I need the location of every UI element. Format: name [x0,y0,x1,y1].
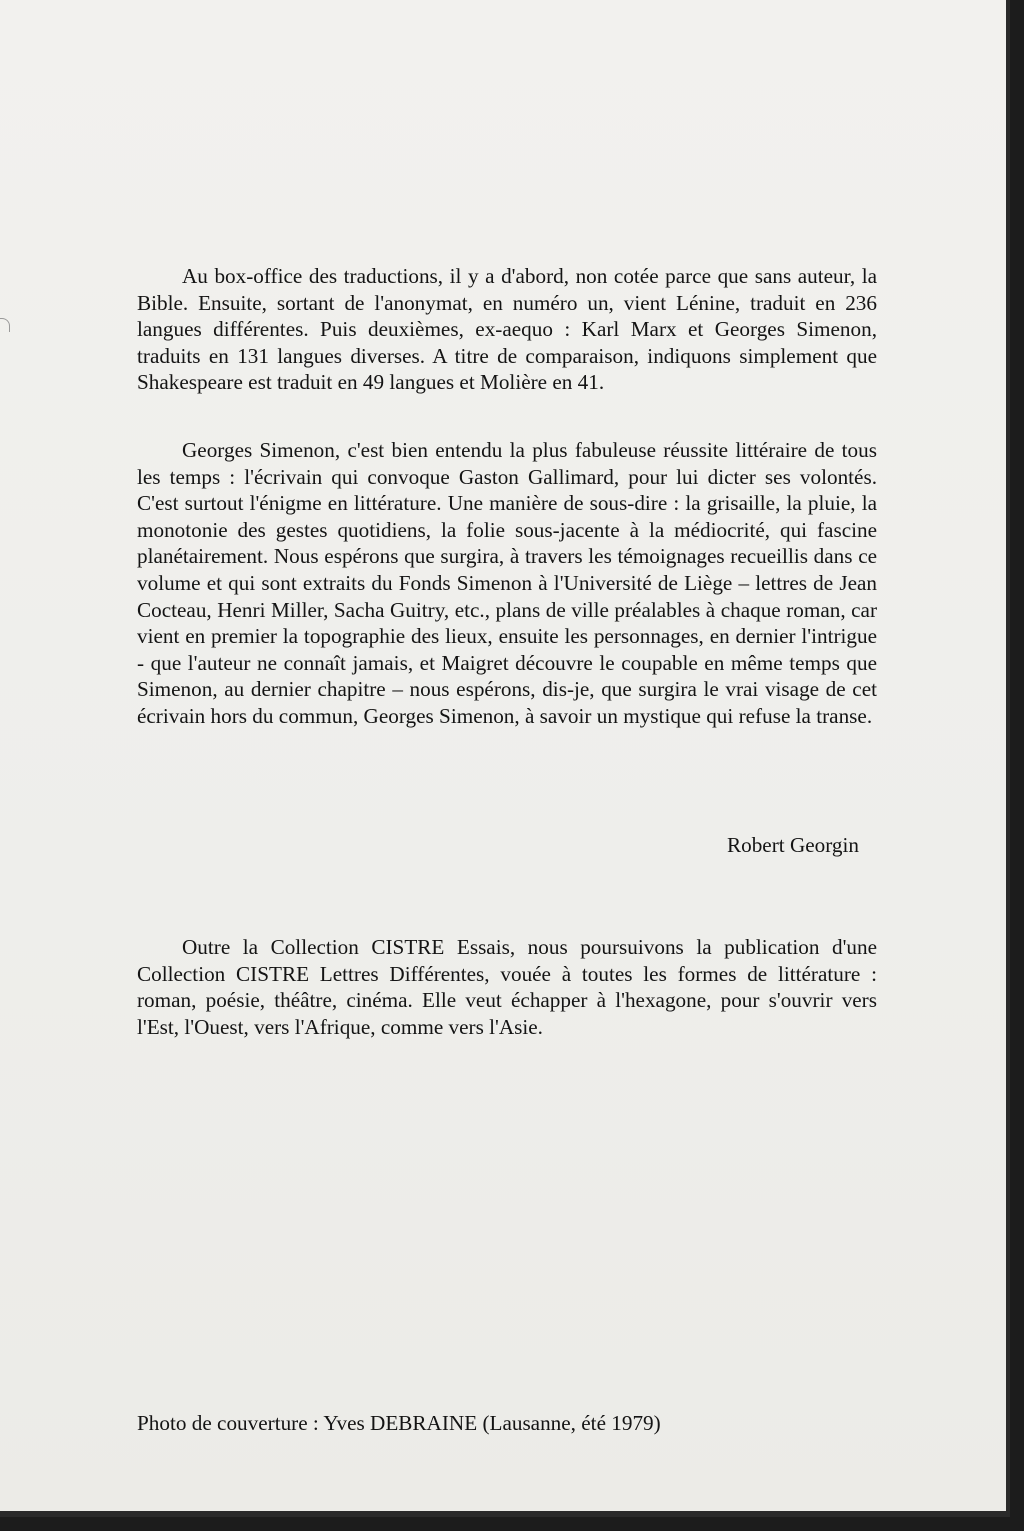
author-signature: Robert Georgin [726,833,859,857]
photo-credit: Photo de couverture : Yves DEBRAINE (Lausanne, été 1979) [137,1411,661,1435]
simenon-paragraph: Georges Simenon, c'est bien entendu la plus fabuleuse réussite littéraire de tous les temps : l'écrivain qui convoque Gaston Gallimard, pour lui dicter ses volontés. C'est surtout l'énigme en littérature. Une manière de sous-dire : la grisaille, la pluie, la monotonie des gestes quotidiens, la folie sous-jacente à la médiocrité, qui fascine planétairement. Nous espérons que surgira, à travers les témoignages recueillis dans ce volume et qui sont extraits du Fonds Simenon à l'Université de Liège – lettres de Jean Cocteau, Henri Miller, Sacha Guitry, etc., plans de ville préalables à chaque roman, car vient en premier la topographie des lieux, ensuite les personnages, en dernier l'intrigue - que l'auteur ne connaît jamais, et Maigret découvre le coupable en même temps que Simenon, au dernier chapitre – nous espérons, dis-je, que surgira le vrai visage de cet écrivain hors du commun, Georges Simenon, à savoir un mystique qui refuse la transe. [137,438,877,728]
page-edge-mark [0,318,10,332]
dark-bottom-edge [0,1517,1024,1531]
intro-paragraph: Au box-office des traductions, il y a d'abord, non cotée parce que sans auteur, la Bible. Ensuite, sortant de l'anonymat, en numéro un, vient Lénine, traduit en 236 langues différentes. Puis deuxièmes, ex-aequo : Karl Marx et Georges Simenon, traduits en 131 langues diverses. A titre de comparaison, indiquons simplement que Shakespeare est traduit en 49 langues et Molière en 41. [137,264,877,395]
dark-right-edge [1010,0,1024,1531]
collection-paragraph: Outre la Collection CISTRE Essais, nous poursuivons la publication d'une Collection CISTRE Lettres Différentes, vouée à toutes les formes de littérature : roman, poésie, théâtre, cinéma. Elle veut échapper à l'hexagone, pour s'ouvrir vers l'Est, l'Ouest, vers l'Afrique, comme vers l'Asie. [137,935,877,1039]
